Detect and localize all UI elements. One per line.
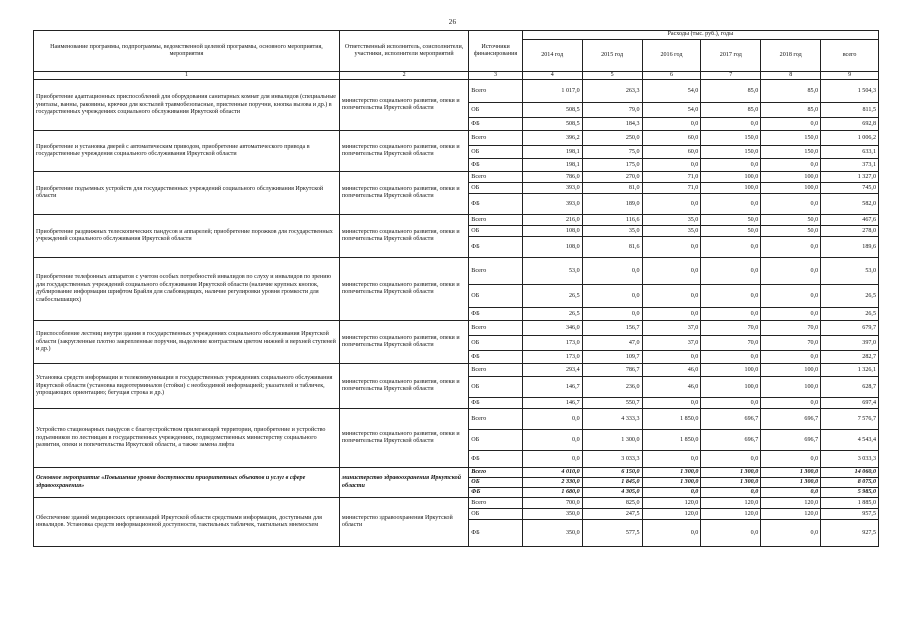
- year-value: 108,0: [522, 226, 582, 237]
- funding-source: ФБ: [469, 237, 522, 258]
- table-row: [34, 364, 879, 377]
- header-funding-source: Источники финансирования: [469, 31, 522, 72]
- funding-source: Всего: [469, 258, 522, 285]
- year-value: 85,0: [761, 103, 821, 118]
- year-value: 0,0: [761, 258, 821, 285]
- year-value: 4 010,0: [522, 468, 582, 478]
- year-value: 1 017,0: [522, 80, 582, 103]
- year-value: 120,0: [761, 498, 821, 509]
- year-value: 508,5: [522, 118, 582, 131]
- year-value: 120,0: [701, 498, 761, 509]
- funding-source: Всего: [469, 215, 522, 226]
- funding-source: ОБ: [469, 103, 522, 118]
- year-value: 786,7: [582, 364, 642, 377]
- total-value: 1 006,2: [821, 131, 879, 146]
- funding-source: ОБ: [469, 377, 522, 398]
- year-value: 100,0: [761, 377, 821, 398]
- executor-name: министерство социального развития, опеки и попечительства Иркутской области: [339, 80, 468, 131]
- year-value: 81,6: [582, 237, 642, 258]
- year-value: 696,7: [701, 430, 761, 451]
- header-year: 2017 год: [701, 40, 761, 72]
- year-value: 250,0: [582, 131, 642, 146]
- funding-source: ФБ: [469, 398, 522, 409]
- year-value: 150,0: [761, 131, 821, 146]
- year-value: 0,0: [701, 520, 761, 547]
- year-value: 70,0: [761, 321, 821, 336]
- executor-name: министерство социального развития, опеки и попечительства Иркутской области: [339, 364, 468, 409]
- year-value: 1 300,0: [701, 468, 761, 478]
- year-value: 60,0: [642, 131, 701, 146]
- page-number: 26: [448, 18, 457, 26]
- year-value: 85,0: [701, 103, 761, 118]
- funding-source: ОБ: [469, 509, 522, 520]
- year-value: 100,0: [701, 377, 761, 398]
- year-value: 53,0: [522, 258, 582, 285]
- header-year: 2015 год: [582, 40, 642, 72]
- funding-source: Всего: [469, 364, 522, 377]
- year-value: 50,0: [701, 215, 761, 226]
- year-value: 100,0: [701, 172, 761, 183]
- year-value: 0,0: [642, 194, 701, 215]
- year-value: 116,6: [582, 215, 642, 226]
- header-year: 2014 год: [522, 40, 582, 72]
- year-value: 37,0: [642, 321, 701, 336]
- table-row: [34, 215, 879, 226]
- year-value: 100,0: [761, 183, 821, 194]
- year-value: 100,0: [701, 183, 761, 194]
- column-number: 4: [522, 72, 582, 80]
- year-value: 26,5: [522, 285, 582, 308]
- funding-source: ФБ: [469, 520, 522, 547]
- table-row: [34, 468, 879, 478]
- year-value: 396,2: [522, 131, 582, 146]
- year-value: 696,7: [761, 430, 821, 451]
- year-value: 0,0: [761, 451, 821, 468]
- year-value: 270,0: [582, 172, 642, 183]
- header-year: 2018 год: [761, 40, 821, 72]
- budget-table: [33, 30, 879, 547]
- total-value: 692,8: [821, 118, 879, 131]
- year-value: 120,0: [642, 509, 701, 520]
- year-value: 150,0: [761, 146, 821, 159]
- header-program-name: Наименование программы, подпрограммы, ведомственной целевой программы, основного мероприятия, мероприятия: [34, 31, 340, 72]
- executor-name: министерство социального развития, опеки и попечительства Иркутской области: [339, 131, 468, 172]
- year-value: 71,0: [642, 183, 701, 194]
- total-value: 957,5: [821, 509, 879, 520]
- year-value: 0,0: [642, 285, 701, 308]
- year-value: 71,0: [642, 172, 701, 183]
- total-value: 1 326,1: [821, 364, 879, 377]
- total-value: 628,7: [821, 377, 879, 398]
- executor-name: министерство социального развития, опеки и попечительства Иркутской области: [339, 215, 468, 258]
- year-value: 1 845,0: [582, 478, 642, 488]
- total-value: 1 885,0: [821, 498, 879, 509]
- year-value: 85,0: [701, 80, 761, 103]
- funding-source: ФБ: [469, 194, 522, 215]
- total-value: 4 543,4: [821, 430, 879, 451]
- total-value: 8 075,0: [821, 478, 879, 488]
- funding-source: ФБ: [469, 308, 522, 321]
- year-value: 173,0: [522, 336, 582, 351]
- year-value: 0,0: [642, 308, 701, 321]
- column-number: 7: [701, 72, 761, 80]
- total-value: 1 504,3: [821, 80, 879, 103]
- year-value: 0,0: [582, 285, 642, 308]
- year-value: 3 033,3: [582, 451, 642, 468]
- year-value: 0,0: [761, 488, 821, 498]
- column-number: 2: [339, 72, 468, 80]
- year-value: 37,0: [642, 336, 701, 351]
- table-row: [34, 172, 879, 183]
- total-value: 189,6: [821, 237, 879, 258]
- total-value: 53,0: [821, 258, 879, 285]
- year-value: 508,5: [522, 103, 582, 118]
- year-value: 550,7: [582, 398, 642, 409]
- year-value: 175,0: [582, 159, 642, 172]
- year-value: 0,0: [701, 159, 761, 172]
- funding-source: ФБ: [469, 451, 522, 468]
- year-value: 50,0: [701, 226, 761, 237]
- year-value: 825,0: [582, 498, 642, 509]
- table-row: [34, 80, 879, 103]
- executor-name: министерство социального развития, опеки и попечительства Иркутской области: [339, 172, 468, 215]
- measure-name: Приспособление лестниц внутри здания в государственных учреждениях социального обслуживания Иркутской области (закругленные плотно закрепленные поручни, выделение контрастным цветом нижней и верхней ступеней и др.): [34, 321, 340, 364]
- funding-source: Всего: [469, 80, 522, 103]
- total-value: 282,7: [821, 351, 879, 364]
- table-row: [34, 321, 879, 336]
- measure-name: Устройство стационарных пандусов с благоустройством прилегающей территории, приобретение и устройство подъемников по лестницам в государственных учреждениях, подведомственных министерству социального развития, опеки и попечительства Иркутской области, а также замена лифта: [34, 409, 340, 468]
- year-value: 1 850,0: [642, 430, 701, 451]
- year-value: 0,0: [761, 118, 821, 131]
- year-value: 156,7: [582, 321, 642, 336]
- year-value: 1 300,0: [701, 478, 761, 488]
- executor-name: министерство социального развития, опеки и попечительства Иркутской области: [339, 258, 468, 321]
- year-value: 0,0: [701, 118, 761, 131]
- funding-source: Всего: [469, 409, 522, 430]
- year-value: 0,0: [582, 258, 642, 285]
- year-value: 35,0: [582, 226, 642, 237]
- year-value: 184,3: [582, 118, 642, 131]
- total-value: 7 576,7: [821, 409, 879, 430]
- funding-source: Всего: [469, 172, 522, 183]
- year-value: 146,7: [522, 377, 582, 398]
- table-row: [34, 409, 879, 430]
- year-value: 350,0: [522, 520, 582, 547]
- year-value: 120,0: [642, 498, 701, 509]
- year-value: 216,0: [522, 215, 582, 226]
- measure-name: Приобретение телефонных аппаратов с учетом особых потребностей инвалидов по слуху и инвалидов по зрению для государственных учреждений социального обслуживания Иркутской области (наличие крупных кнопок, дублирование информации шрифтом Брайля для слабовидящих, наличие регулировки уровня громкости для слабослышащих): [34, 258, 340, 321]
- header-total: всего: [821, 40, 879, 72]
- year-value: 4 305,0: [582, 488, 642, 498]
- year-value: 100,0: [701, 364, 761, 377]
- funding-source: ОБ: [469, 226, 522, 237]
- column-number: 9: [821, 72, 879, 80]
- measure-name: Приобретение подъемных устройств для государственных учреждений социального обслуживания Иркутской области: [34, 172, 340, 215]
- year-value: 0,0: [642, 451, 701, 468]
- total-value: 14 060,0: [821, 468, 879, 478]
- year-value: 109,7: [582, 351, 642, 364]
- year-value: 0,0: [642, 118, 701, 131]
- year-value: 0,0: [761, 194, 821, 215]
- year-value: 54,0: [642, 103, 701, 118]
- column-number: 5: [582, 72, 642, 80]
- funding-source: ОБ: [469, 146, 522, 159]
- total-value: 278,0: [821, 226, 879, 237]
- funding-source: ОБ: [469, 478, 522, 488]
- year-value: 696,7: [761, 409, 821, 430]
- year-value: 346,0: [522, 321, 582, 336]
- measure-name: Приобретение и установка дверей с автоматическим приводом, приобретение автоматического привода в государственные учреждения социального обслуживания Иркутской области: [34, 131, 340, 172]
- year-value: 1 300,0: [761, 468, 821, 478]
- measure-name: Основное мероприятие «Повышение уровня доступности приоритетных объектов и услуг в сфере здравоохранения»: [34, 468, 340, 498]
- year-value: 0,0: [642, 258, 701, 285]
- funding-source: ФБ: [469, 159, 522, 172]
- year-value: 47,0: [582, 336, 642, 351]
- year-value: 150,0: [701, 131, 761, 146]
- year-value: 70,0: [701, 336, 761, 351]
- table-row: [34, 131, 879, 146]
- total-value: 697,4: [821, 398, 879, 409]
- total-value: 397,0: [821, 336, 879, 351]
- year-value: 577,5: [582, 520, 642, 547]
- year-value: 1 300,0: [582, 430, 642, 451]
- year-value: 0,0: [582, 308, 642, 321]
- total-value: 26,5: [821, 308, 879, 321]
- funding-source: Всего: [469, 468, 522, 478]
- year-value: 293,4: [522, 364, 582, 377]
- year-value: 150,0: [701, 146, 761, 159]
- header-expenses: Расходы (тыс. руб.), годы: [522, 31, 878, 40]
- year-value: 350,0: [522, 509, 582, 520]
- year-value: 0,0: [701, 194, 761, 215]
- year-value: 0,0: [522, 451, 582, 468]
- table-row: [34, 258, 879, 285]
- year-value: 393,0: [522, 194, 582, 215]
- funding-source: Всего: [469, 131, 522, 146]
- total-value: 3 033,3: [821, 451, 879, 468]
- funding-source: ОБ: [469, 430, 522, 451]
- year-value: 0,0: [701, 488, 761, 498]
- header-executor: Ответственный исполнитель, соисполнители, участники, исполнители мероприятий: [339, 31, 468, 72]
- year-value: 0,0: [642, 488, 701, 498]
- year-value: 54,0: [642, 80, 701, 103]
- column-number: 8: [761, 72, 821, 80]
- measure-name: Установка средств информации и телекоммуникации в государственных учреждениях социального обслуживания Иркутской области (установка видеотерминалов (стойки) с необходимой информацией; указателей и табличек, упрощающих ориентацию; бегущая строка и др.): [34, 364, 340, 409]
- year-value: 173,0: [522, 351, 582, 364]
- table-row: [34, 498, 879, 509]
- year-value: 100,0: [761, 364, 821, 377]
- year-value: 198,1: [522, 146, 582, 159]
- year-value: 70,0: [701, 321, 761, 336]
- year-value: 81,0: [582, 183, 642, 194]
- year-value: 0,0: [522, 409, 582, 430]
- measure-name: Приобретение адаптационных приспособлений для оборудования санитарных комнат для инвалидов (специальные унитазы, ванны, раковины, крючки для костылей травмобезопасные, пристенные поручни, кнопка вызова и др.) в государственных учреждениях социального обслуживания Иркутской области: [34, 80, 340, 131]
- year-value: 189,0: [582, 194, 642, 215]
- year-value: 236,0: [582, 377, 642, 398]
- total-value: 927,5: [821, 520, 879, 547]
- year-value: 0,0: [761, 398, 821, 409]
- year-value: 0,0: [761, 237, 821, 258]
- year-value: 0,0: [642, 351, 701, 364]
- year-value: 0,0: [701, 451, 761, 468]
- year-value: 2 330,0: [522, 478, 582, 488]
- year-value: 79,0: [582, 103, 642, 118]
- year-value: 0,0: [761, 159, 821, 172]
- total-value: 1 327,0: [821, 172, 879, 183]
- year-value: 0,0: [522, 430, 582, 451]
- year-value: 1 300,0: [642, 468, 701, 478]
- year-value: 0,0: [761, 308, 821, 321]
- year-value: 786,0: [522, 172, 582, 183]
- header-year: 2016 год: [642, 40, 701, 72]
- year-value: 85,0: [761, 80, 821, 103]
- executor-name: министерство социального развития, опеки и попечительства Иркутской области: [339, 321, 468, 364]
- year-value: 120,0: [761, 509, 821, 520]
- column-number: 3: [469, 72, 522, 80]
- funding-source: Всего: [469, 498, 522, 509]
- year-value: 46,0: [642, 377, 701, 398]
- year-value: 393,0: [522, 183, 582, 194]
- executor-name: министерство здравоохранения Иркутской области: [339, 468, 468, 498]
- total-value: 679,7: [821, 321, 879, 336]
- year-value: 0,0: [701, 308, 761, 321]
- year-value: 0,0: [701, 237, 761, 258]
- funding-source: ФБ: [469, 488, 522, 498]
- total-value: 26,5: [821, 285, 879, 308]
- year-value: 26,5: [522, 308, 582, 321]
- year-value: 50,0: [761, 215, 821, 226]
- year-value: 120,0: [701, 509, 761, 520]
- measure-name: Обеспечение зданий медицинских организаций Иркутской области средствами информации, доступными для инвалидов. Установка средств информационной доступности, тактильных табличек, тактильных мнемосхем: [34, 498, 340, 547]
- year-value: 35,0: [642, 226, 701, 237]
- year-value: 0,0: [701, 285, 761, 308]
- total-value: 633,1: [821, 146, 879, 159]
- year-value: 696,7: [701, 409, 761, 430]
- year-value: 0,0: [701, 258, 761, 285]
- year-value: 0,0: [761, 285, 821, 308]
- column-number: 6: [642, 72, 701, 80]
- year-value: 4 333,3: [582, 409, 642, 430]
- year-value: 0,0: [701, 351, 761, 364]
- year-value: 50,0: [761, 226, 821, 237]
- year-value: 0,0: [701, 398, 761, 409]
- year-value: 1 680,0: [522, 488, 582, 498]
- total-value: 582,0: [821, 194, 879, 215]
- total-value: 811,5: [821, 103, 879, 118]
- year-value: 1 300,0: [761, 478, 821, 488]
- year-value: 1 850,0: [642, 409, 701, 430]
- funding-source: ОБ: [469, 285, 522, 308]
- budget-table-wrapper: [33, 30, 879, 547]
- executor-name: министерство здравоохранения Иркутской области: [339, 498, 468, 547]
- year-value: 146,7: [522, 398, 582, 409]
- year-value: 70,0: [761, 336, 821, 351]
- total-value: 467,6: [821, 215, 879, 226]
- year-value: 108,0: [522, 237, 582, 258]
- total-value: 373,1: [821, 159, 879, 172]
- total-value: 745,0: [821, 183, 879, 194]
- funding-source: Всего: [469, 321, 522, 336]
- measure-name: Приобретение раздвижных телескопических пандусов и аппарелей; приобретение порожков для государственных учреждений социального обслуживания Иркутской области: [34, 215, 340, 258]
- year-value: 198,1: [522, 159, 582, 172]
- funding-source: ОБ: [469, 336, 522, 351]
- year-value: 0,0: [642, 520, 701, 547]
- year-value: 263,3: [582, 80, 642, 103]
- total-value: 5 985,0: [821, 488, 879, 498]
- column-number: 1: [34, 72, 340, 80]
- year-value: 6 150,0: [582, 468, 642, 478]
- year-value: 700,0: [522, 498, 582, 509]
- year-value: 1 300,0: [642, 478, 701, 488]
- year-value: 0,0: [642, 398, 701, 409]
- year-value: 0,0: [642, 237, 701, 258]
- funding-source: ОБ: [469, 183, 522, 194]
- year-value: 35,0: [642, 215, 701, 226]
- year-value: 46,0: [642, 364, 701, 377]
- budget-table-body: [34, 80, 879, 547]
- year-value: 100,0: [761, 172, 821, 183]
- funding-source: ФБ: [469, 118, 522, 131]
- executor-name: министерство социального развития, опеки и попечительства Иркутской области: [339, 409, 468, 468]
- year-value: 60,0: [642, 146, 701, 159]
- funding-source: ФБ: [469, 351, 522, 364]
- year-value: 0,0: [642, 159, 701, 172]
- year-value: 0,0: [761, 520, 821, 547]
- year-value: 0,0: [761, 351, 821, 364]
- year-value: 247,5: [582, 509, 642, 520]
- year-value: 75,0: [582, 146, 642, 159]
